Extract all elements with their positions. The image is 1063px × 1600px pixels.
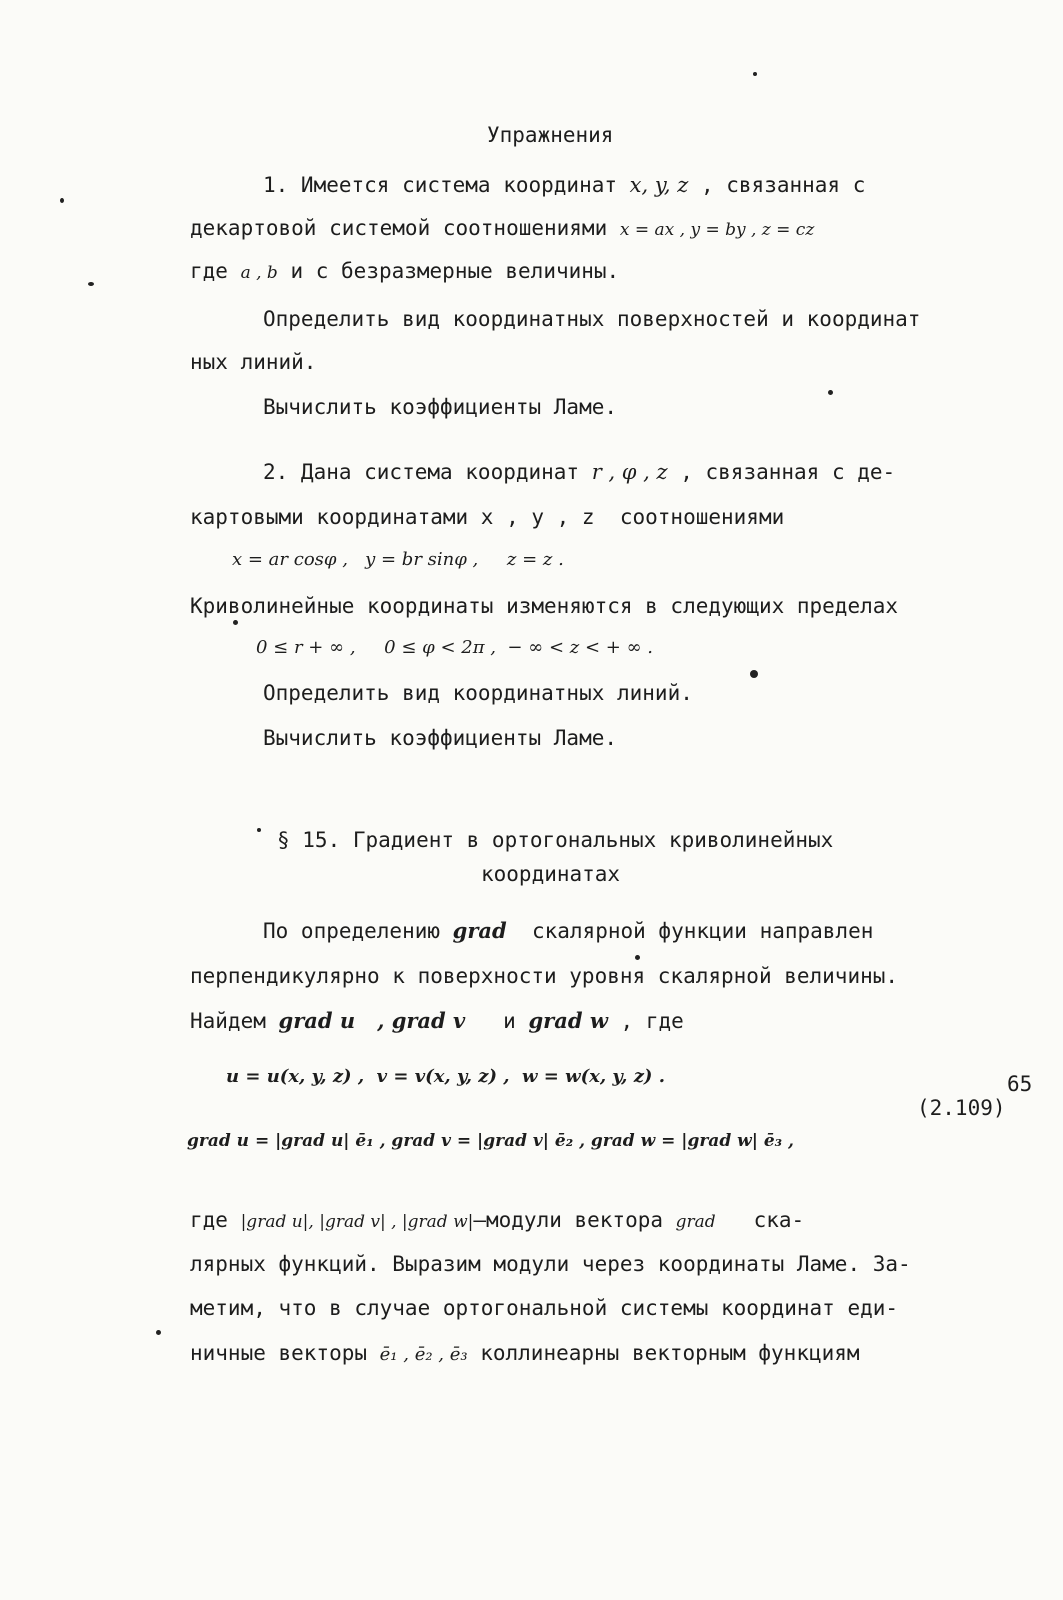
exercise-2-line-1-suffix: , связанная с де-	[667, 460, 896, 484]
exercise-2-line-1	[263, 462, 895, 483]
scan-speck	[828, 390, 833, 395]
grad-word-2: grad	[675, 1212, 716, 1232]
exercises-title: Упражнения	[487, 123, 614, 147]
exercise-1-line-2-prefix: декартовой системой соотношениями	[190, 216, 620, 240]
paragraph-2-line-4-suffix: коллинеарны векторным функциям	[467, 1341, 860, 1365]
gradient-moduli: |grad u|, |grad v| , |grad w|	[240, 1212, 474, 1232]
exercise-1-line-1	[263, 175, 865, 196]
exercise-2-coordinate-names: r , φ , z	[591, 460, 668, 484]
scan-speck	[750, 670, 758, 678]
section-heading-line-1: § 15. Градиент в ортогональных криволинейных	[277, 828, 834, 852]
paragraph-1-line-3-prefix: Найдем	[190, 1009, 279, 1033]
exercise-2-line-2: картовыми координатами x , y , z соотношениями	[190, 505, 785, 529]
exercise-1-parameters: a , b	[240, 263, 278, 283]
scan-speck	[257, 828, 261, 832]
exercise-2-task-2: Вычислить коэффициенты Ламе.	[263, 726, 618, 750]
exercise-1-task-2: Вычислить коэффициенты Ламе.	[263, 395, 618, 419]
paragraph-1-line-3-suffix: , где	[607, 1009, 684, 1033]
equation-number: (2.109)	[917, 1096, 1006, 1120]
exercise-2-line-1-prefix: 2. Дана система координат	[263, 460, 592, 484]
paragraph-1-line-1	[263, 920, 873, 942]
paragraph-2-line-1-prefix: где	[190, 1208, 241, 1232]
exercise-1-task-1-line-1: Определить вид координатных поверхностей и координат	[263, 307, 921, 331]
exercise-2-mapping-formula: x = ar cosφ , y = br sinφ , z = z .	[232, 549, 564, 570]
exercise-1-line-3	[190, 261, 619, 282]
paragraph-1-line-1-prefix: По определению	[263, 919, 453, 943]
page-number: 65	[1007, 1072, 1033, 1096]
grad-word: grad	[452, 918, 507, 943]
exercise-1-line-3-prefix: где	[190, 259, 241, 283]
exercise-1-line-2	[190, 218, 814, 239]
scan-speck	[753, 72, 757, 76]
scan-speck	[60, 198, 64, 203]
scan-speck	[88, 282, 94, 286]
exercise-2-ranges-formula: 0 ≤ r + ∞ , 0 ≤ φ < 2π , − ∞ < z < + ∞ .	[256, 637, 654, 658]
paragraph-1-line-3-middle: и	[465, 1009, 529, 1033]
exercise-1-line-1-suffix: , связанная с	[688, 173, 866, 197]
paragraph-2-line-1	[190, 1210, 804, 1231]
function-definitions: u = u(x, y, z) , v = v(x, y, z) , w = w(x, y, z) .	[226, 1066, 665, 1087]
scan-speck	[156, 1330, 161, 1335]
exercise-1-task-1-line-2: ных линий.	[190, 350, 317, 374]
scan-speck	[233, 620, 238, 625]
paragraph-2-line-1-middle: —модули вектора	[473, 1208, 676, 1232]
exercise-1-line-3-suffix: и c безразмерные величины.	[277, 259, 620, 283]
unit-vectors: ē₁ , ē₂ , ē₃	[379, 1344, 468, 1365]
exercise-2-task-1: Определить вид координатных линий.	[263, 681, 693, 705]
exercise-2-line-3: Криволинейные координаты изменяются в следующих пределах	[190, 594, 899, 618]
gradient-list: grad u , grad v	[278, 1008, 466, 1033]
paragraph-2-line-4-prefix: ничные векторы	[190, 1341, 380, 1365]
paragraph-2-line-4	[190, 1343, 860, 1364]
exercise-1-mapping-formula: x = ax , y = by , z = cz	[619, 220, 815, 240]
exercise-1-line-1-prefix: 1. Имеется система координат	[263, 173, 630, 197]
exercise-1-coordinate-names: x, y, z	[629, 173, 689, 197]
paragraph-2-line-1-suffix: ска-	[715, 1208, 805, 1232]
gradient-w: grad w	[528, 1008, 608, 1033]
paragraph-1-line-2: перпендикулярно к поверхности уровня скалярной величины.	[190, 964, 899, 988]
section-heading-line-2: координатах	[481, 862, 621, 886]
paragraph-2-line-2: лярных функций. Выразим модули через координаты Ламе. За-	[190, 1252, 911, 1276]
paragraph-1-line-3	[190, 1010, 684, 1032]
paragraph-2-line-3: метим, что в случае ортогональной системы координат еди-	[190, 1296, 899, 1320]
gradient-equation: grad u = |grad u| ē₁ , grad v = |grad v| ē₂ , grad w = |grad w| ē₃ ,	[187, 1131, 794, 1151]
paragraph-1-line-1-suffix: скалярной функции направлен	[506, 919, 874, 943]
scan-speck	[635, 955, 640, 960]
